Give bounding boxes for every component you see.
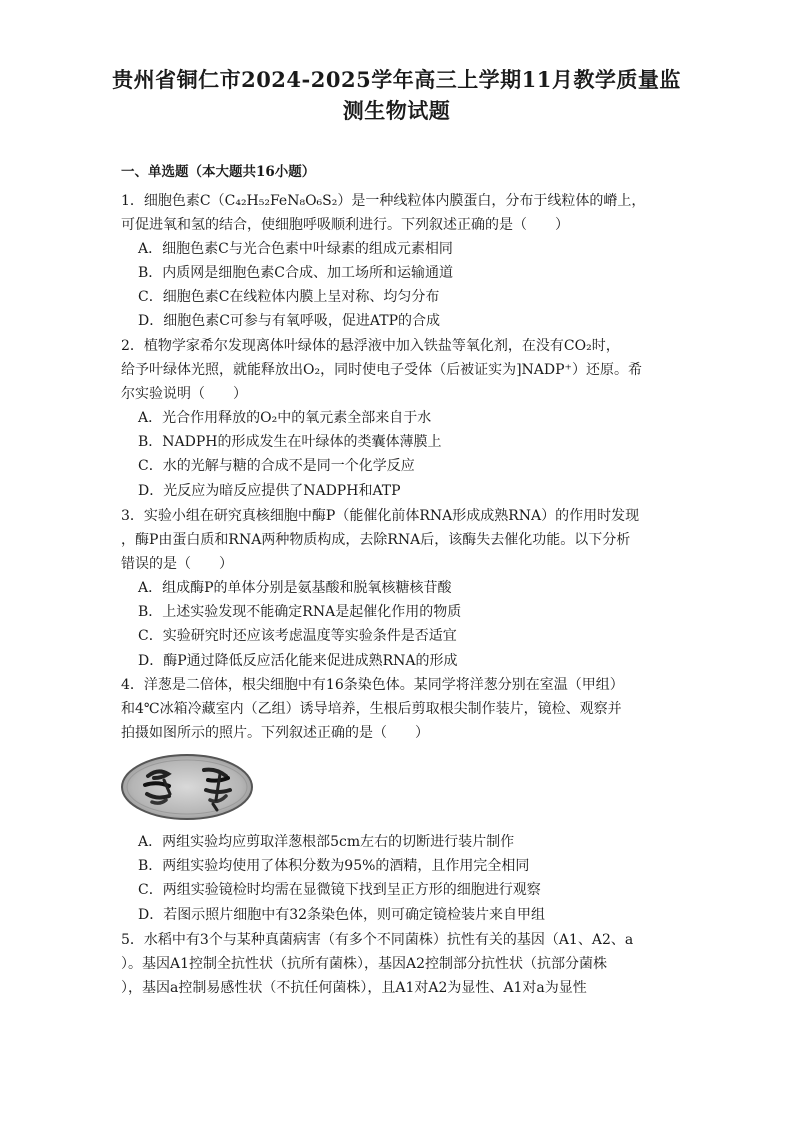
title-line-2: 测生物试题 — [342, 98, 451, 123]
q5-stem-line-1: 5．水稻中有3个与某种真菌病害（有多个不同菌株）抗性有关的基因（A1、A2、a — [121, 932, 634, 948]
q4-stem-line-3: 拍摄如图所示的照片。下列叙述正确的是（ ） — [121, 725, 429, 741]
q1-option-b: B．内质网是细胞色素C合成、加工场所和运输通道 — [138, 265, 453, 281]
q3-option-b: B．上述实验发现不能确定RNA是起催化作用的物质 — [138, 604, 462, 620]
title-line-1: 贵州省铜仁市2024-2025学年高三上学期11月教学质量监 — [112, 67, 681, 92]
q4-stem-line-1: 4．洋葱是二倍体，根尖细胞中有16条染色体。某同学将洋葱分别在室温（甲组） — [121, 677, 624, 693]
q5-stem-line-2: ）。基因A1控制全抗性状（抗所有菌株），基因A2控制部分抗性状（抗部分菌株 — [121, 956, 608, 972]
q2-option-a: A．光合作用释放的O₂中的氧元素全部来自于水 — [138, 410, 432, 426]
q2-option-d: D．光反应为暗反应提供了NADPH和ATP — [138, 483, 401, 499]
q1-option-c: C．细胞色素C在线粒体内膜上呈对称、均匀分布 — [138, 289, 440, 305]
q3-option-c: C．实验研究时还应该考虑温度等实验条件是否适宜 — [138, 628, 457, 644]
micrograph-dividing-cell-icon — [120, 752, 255, 822]
q3-option-d: D．酶P通过降低反应活化能来促进成熟RNA的形成 — [138, 653, 458, 669]
q4-option-b: B．两组实验均使用了体积分数为95%的酒精，且作用完全相同 — [138, 858, 530, 874]
q4-option-c: C．两组实验镜检时均需在显微镜下找到呈正方形的细胞进行观察 — [138, 882, 541, 898]
q1-stem-line-1: 1．细胞色素C（C₄₂H₅₂FeN₈O₆S₂）是一种线粒体内膜蛋白，分布于线粒体的嵴上， — [121, 193, 646, 209]
q4-option-d: D．若图示照片细胞中有32条染色体，则可确定镜检装片来自甲组 — [138, 907, 546, 923]
q1-option-a: A．细胞色素C与光合色素中叶绿素的组成元素相同 — [138, 241, 453, 257]
q3-stem-line-1: 3．实验小组在研究真核细胞中酶P（能催化前体RNA形成成熟RNA）的作用时发现 — [121, 508, 640, 524]
q2-stem-line-3: 尔实验说明（ ） — [121, 386, 247, 402]
q2-option-c: C．水的光解与糖的合成不是同一个化学反应 — [138, 458, 415, 474]
q2-stem-line-1: 2．植物学家希尔发现离体叶绿体的悬浮液中加入铁盐等氧化剂，在没有CO₂时， — [121, 338, 620, 354]
q2-option-b: B．NADPH的形成发生在叶绿体的类囊体薄膜上 — [138, 434, 442, 450]
q3-stem-line-2: ，酶P由蛋白质和RNA两种物质构成，去除RNA后，该酶失去催化功能。以下分析 — [121, 532, 631, 548]
q1-option-d: D．细胞色素C可参与有氧呼吸，促进ATP的合成 — [138, 313, 441, 329]
q4-option-a: A．两组实验均应剪取洋葱根部5cm左右的切断进行装片制作 — [138, 834, 515, 850]
q3-stem-line-3: 错误的是（ ） — [121, 556, 233, 572]
q3-option-a: A．组成酶P的单体分别是氨基酸和脱氧核糖核苷酸 — [138, 580, 452, 596]
q1-stem-line-2: 可促进氧和氢的结合，使细胞呼吸顺利进行。下列叙述正确的是（ ） — [121, 217, 569, 233]
q5-stem-line-3: ），基因a控制易感性状（不抗任何菌株），且A1对A2为显性、A1对a为显性 — [121, 980, 587, 996]
page-title — [100, 64, 693, 126]
q2-stem-line-2: 给予叶绿体光照，就能释放出O₂，同时使电子受体（后被证实为]NADP⁺）还原。希 — [121, 362, 642, 378]
section-heading: 一、单选题（本大题共16小题） — [121, 164, 316, 180]
q4-stem-line-2: 和4℃冰箱冷藏室内（乙组）诱导培养，生根后剪取根尖制作装片，镜检、观察并 — [121, 701, 622, 717]
